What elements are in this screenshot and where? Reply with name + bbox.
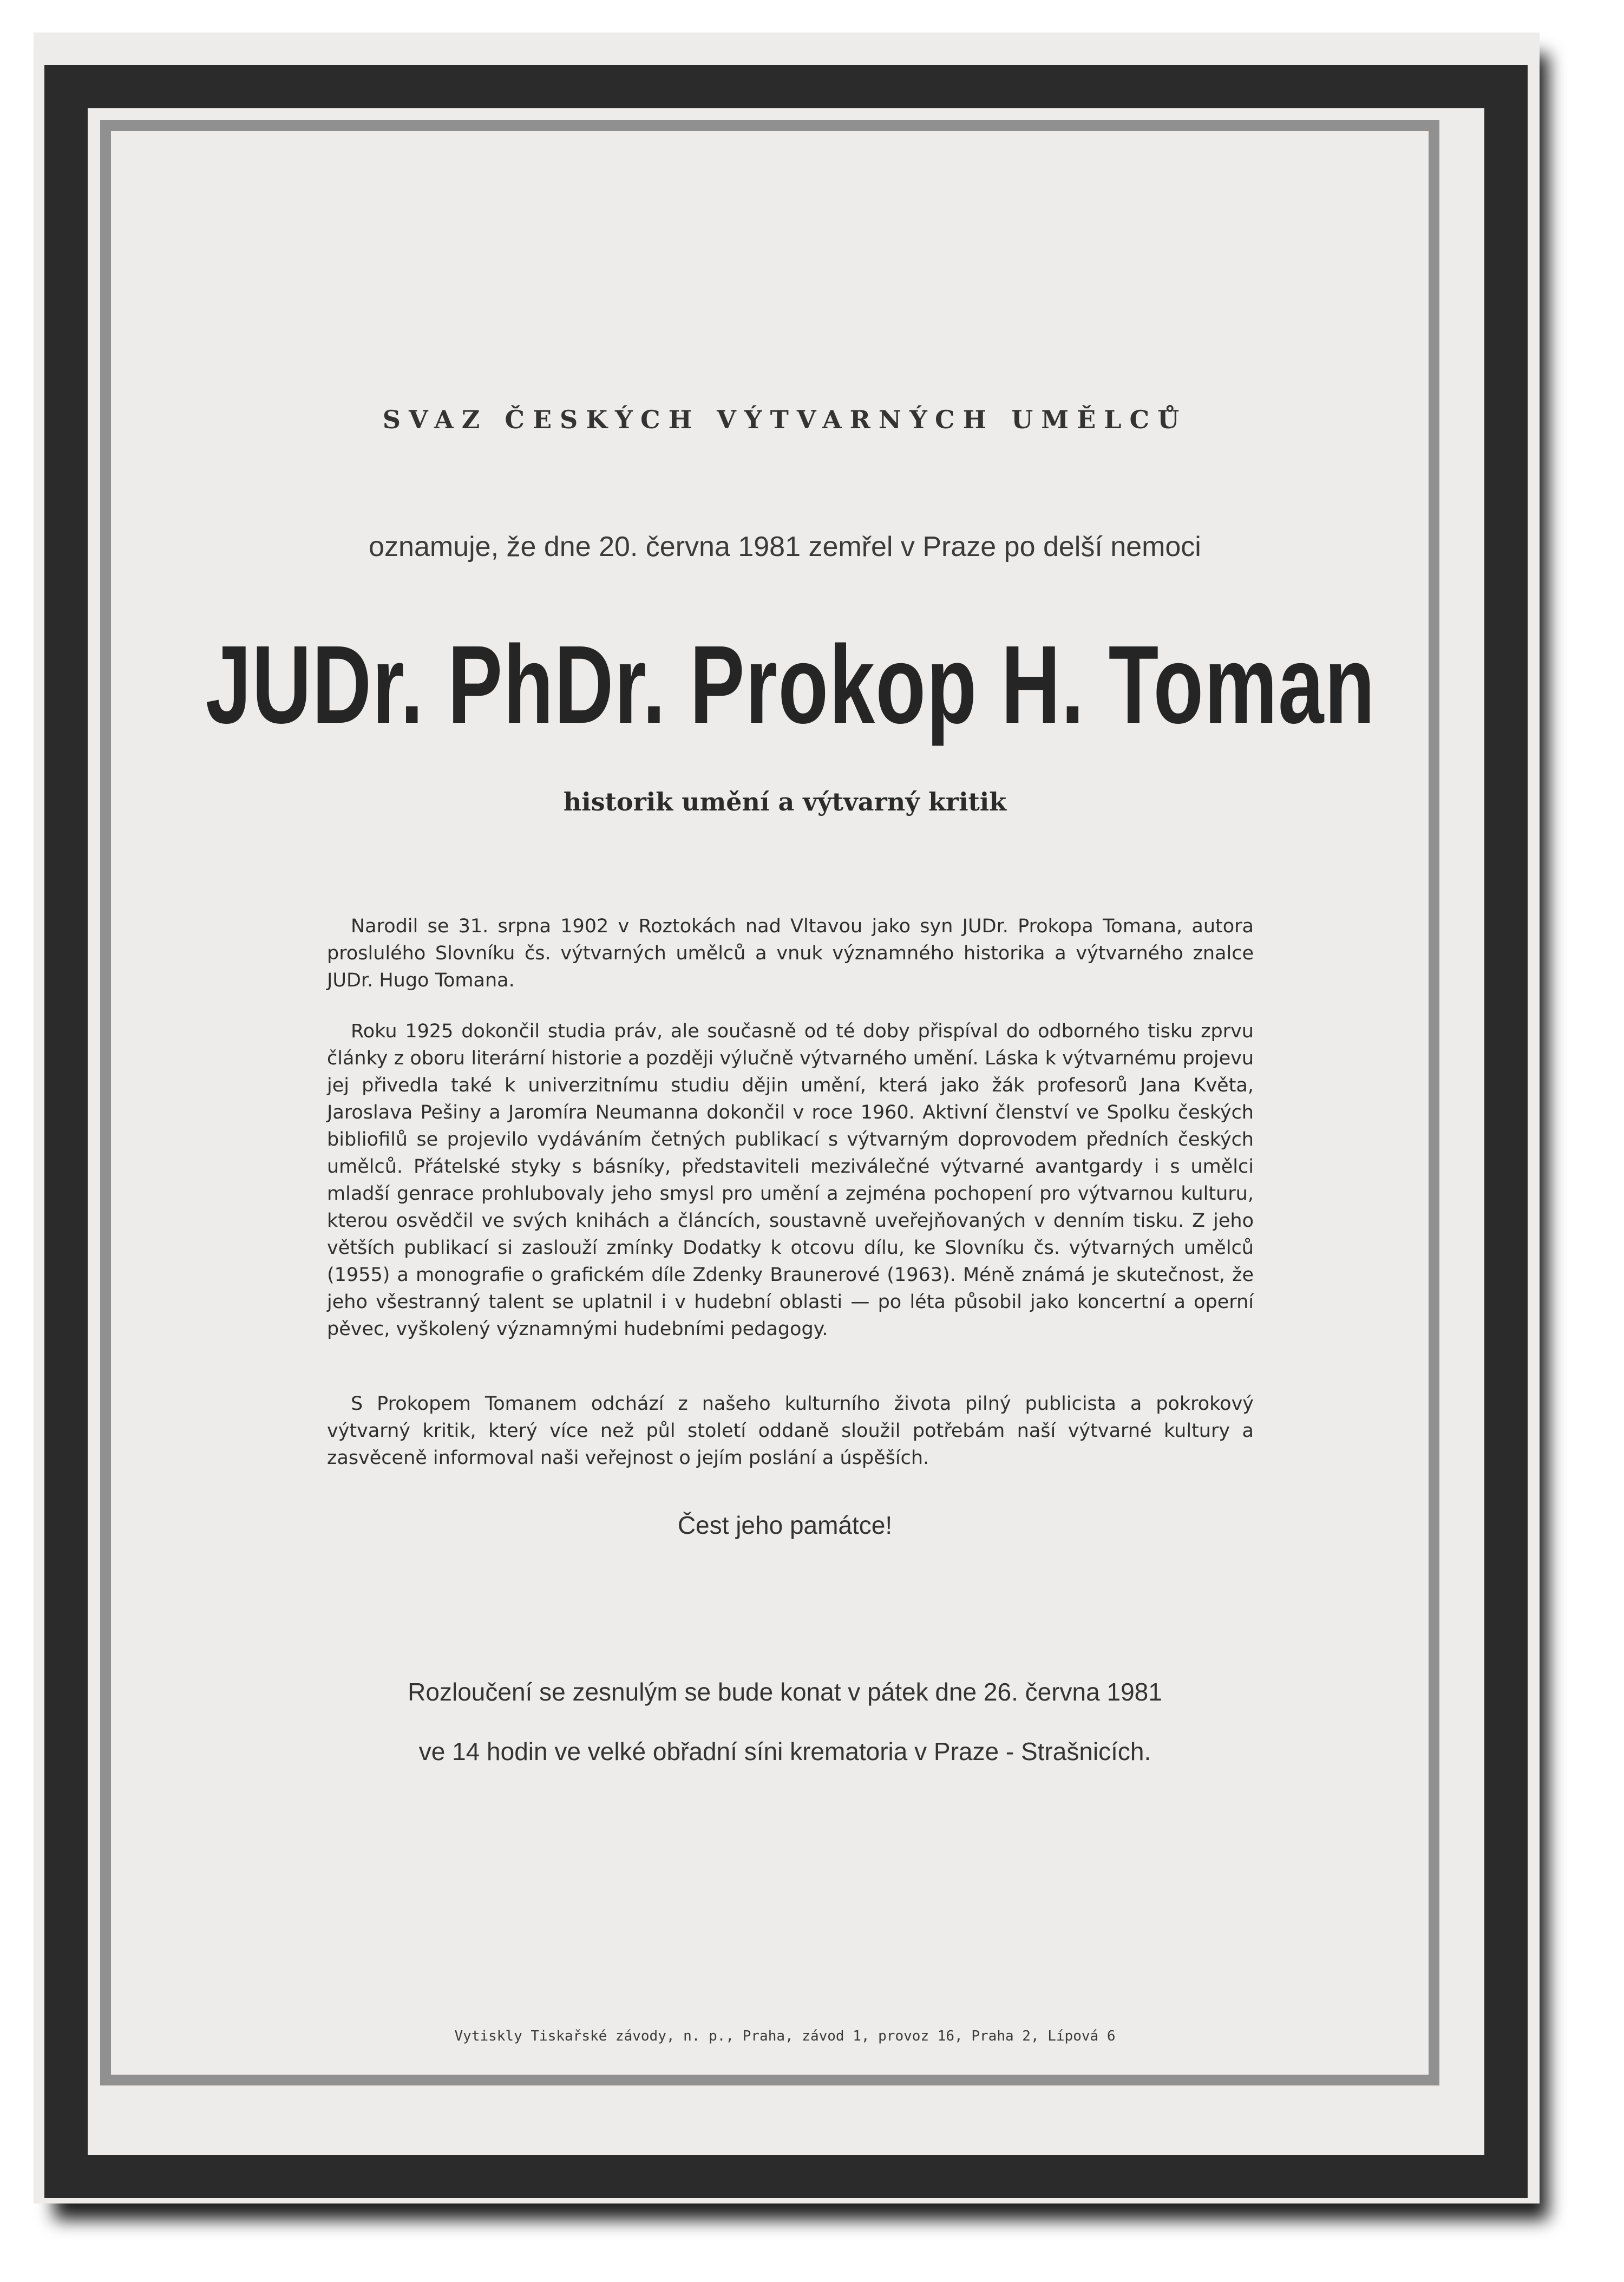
farewell-line-2: ve 14 hodin ve velké obřadní síni krematoria v Praze - Strašnicích. (418, 1737, 1151, 1766)
biography-paragraph-3 (327, 1390, 1254, 1472)
announcement-text: oznamuje, že dne 20. června 1981 zemřel v Praze po delší nemoci (369, 531, 1201, 563)
deceased-name-text: JUDr. PhDr. Prokop H. Toman (205, 623, 1376, 747)
printer-imprint: Vytiskly Tiskařské závody, n. p., Praha, závod 1, provoz 16, Praha 2, Lípová 6 (454, 2028, 1116, 2044)
organization-heading: SVAZ ČESKÝCH VÝTVARNÝCH UMĚLCŮ (382, 405, 1188, 434)
tribute-line: Čest jeho památce! (677, 1511, 893, 1539)
biography-paragraph-1 (327, 913, 1254, 994)
biography-text-1: Narodil se 31. srpna 1902 v Roztokách nad Vltavou jako syn JUDr. Prokopa Tomana, autora proslulého Slovníku čs. výtvarných umělců a vnuk významného historika a výtvarného znalce JUDr. Hugo Tomana. (327, 916, 1254, 991)
deceased-name (0, 623, 1570, 747)
biography-text-2: Roku 1925 dokončil studia práv, ale současně od té doby přispíval do odborného tisku zprvu články z oboru literární historie a později výlučně výtvarného umění. Láska k výtvarnému projevu jej přivedla také k univerzitnímu studiu dějin umění, která jako žák profesorů Jana Květa, Jaroslava Pešiny a Jaromíra Neumanna dokončil v roce 1960. Aktivní členství ve Spolku českých bibliofilů se projevilo vydáváním četných publikací s výtvarným doprovodem předních českých umělců. Přátelské styky s básníky, představiteli meziválečné výtvarné avantgardy i s umělci mladší genrace prohlubovaly jeho smysl pro umění a zejména pochopení pro výtvarnou kulturu, kterou osvědčil ve svých knihách a článcích, soustavně uveřejňovaných v denním tisku. Z jeho větších publikací si zaslouží zmínky Dodatky k otcovu dílu, ke Slovníku čs. výtvarných umělců (1955) a monografie o grafickém díle Zdenky Braunerové (1963). Méně známá je skutečnost, že jeho všestranný talent se uplatnil i v hudební oblasti — po léta působil jako koncertní a operní pěvec, vyškolený významnými hudebními pedagogy. (327, 1021, 1254, 1340)
farewell-line-1: Rozloučení se zesnulým se bude konat v pátek dne 26. června 1981 (408, 1678, 1162, 1706)
biography-paragraph-2 (327, 1018, 1254, 1343)
occupation-subtitle: historik umění a výtvarný kritik (563, 787, 1007, 816)
biography-text-3: S Prokopem Tomanem odchází z našeho kulturního života pilný publicista a pokrokový výtvarný kritik, který více než půl století oddaně sloužil potřebám naší výtvarné kultury a zasvěceně informoval naši veřejnost o jejím poslání a úspěších. (327, 1393, 1254, 1469)
